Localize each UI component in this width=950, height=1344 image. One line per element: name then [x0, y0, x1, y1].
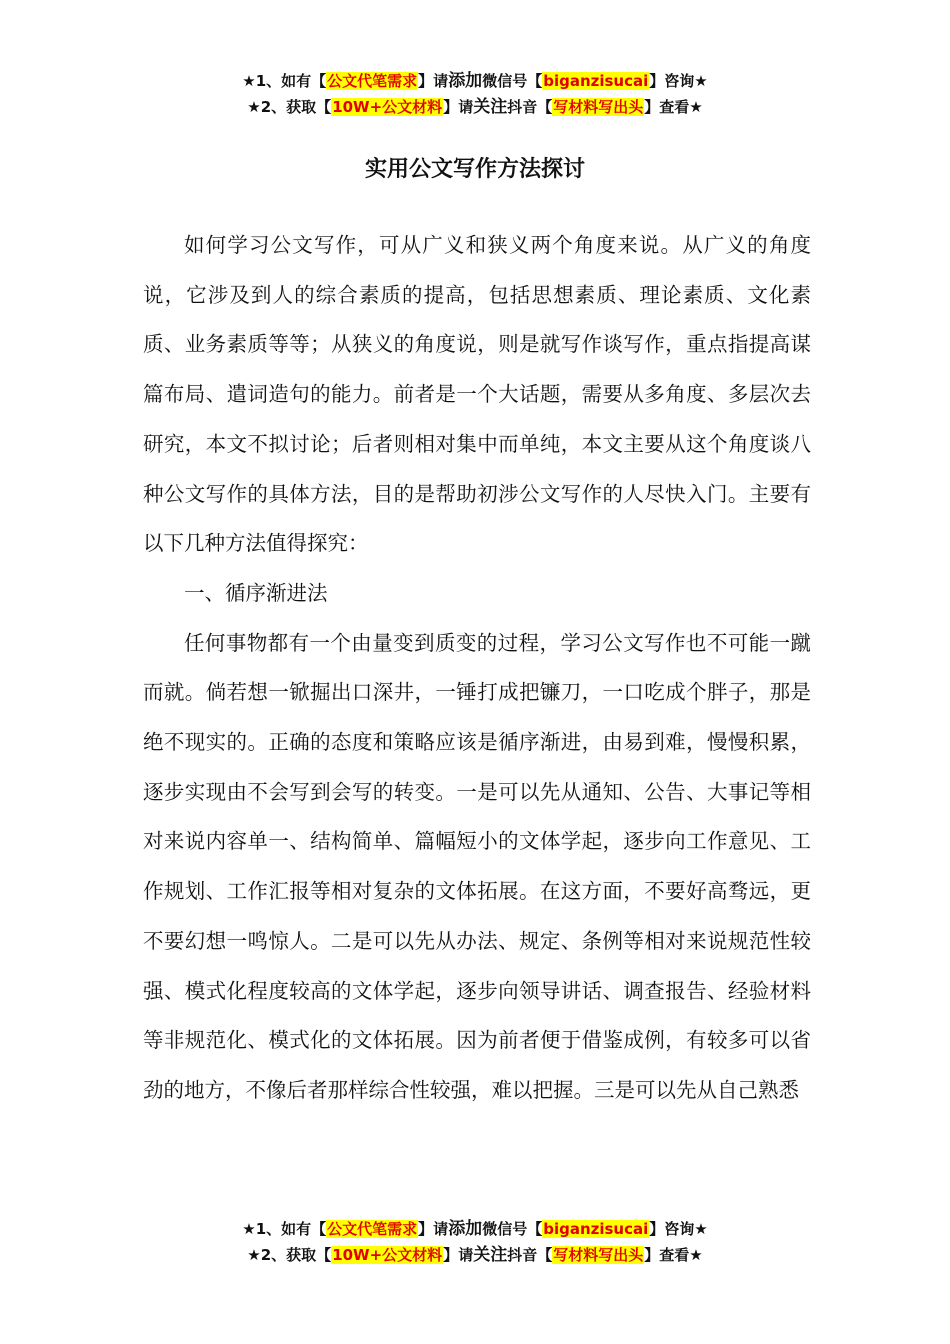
promo-line-2: ★2、获取【10W+公文材料】请关注抖音【写材料写出头】查看★ — [247, 97, 703, 117]
promo-line-1: ★1、如有【公文代笔需求】请添加微信号【biganzisucai】咨询★ — [242, 71, 708, 91]
highlight-materials: 10W+公文材料 — [332, 1246, 443, 1264]
highlight-materials: 10W+公文材料 — [332, 98, 443, 116]
promo-line-2: ★2、获取【10W+公文材料】请关注抖音【写材料写出头】查看★ — [247, 1245, 703, 1265]
highlight-wechat-id: biganzisucai — [543, 1220, 649, 1238]
promo-line-1: ★1、如有【公文代笔需求】请添加微信号【biganzisucai】咨询★ — [242, 1219, 708, 1239]
star-icon: ★ — [694, 72, 708, 90]
star-icon: ★ — [247, 98, 261, 116]
star-icon: ★ — [689, 98, 703, 116]
star-icon: ★ — [689, 1246, 703, 1264]
document-title: 实用公文写作方法探讨 — [364, 157, 585, 182]
star-icon: ★ — [694, 1220, 708, 1238]
highlight-service: 公文代笔需求 — [327, 1220, 418, 1238]
promo-banner-top — [0, 68, 950, 120]
highlight-wechat-id: biganzisucai — [543, 72, 649, 90]
section-heading: 一、循序渐进法 — [184, 580, 328, 605]
highlight-douyin-account: 写材料写出头 — [553, 1246, 644, 1264]
star-icon: ★ — [247, 1246, 261, 1264]
intro-paragraph: 如何学习公文写作，可从广义和狭义两个角度来说。从广义的角度说，它涉及到人的综合素质的提高，包括思想素质、理论素质、文化素质、业务素质等等；从狭义的角度说，则是就写作谈写作，重点指提高谋篇布局、遣词造句的能力。前者是一个大话题，需要从多角度、多层次去研究，本文不拟讨论；后者则相对集中而单纯，本文主要从这个角度谈八种公文写作的具体方法，目的是帮助初涉公文写作的人尽快入门。主要有以下几种方法值得探究： — [143, 233, 811, 556]
highlight-service: 公文代笔需求 — [327, 72, 418, 90]
document-body — [143, 221, 811, 1116]
section-paragraph: 任何事物都有一个由量变到质变的过程，学习公文写作也不可能一蹴而就。倘若想一锨掘出口深井，一锤打成把镰刀，一口吃成个胖子，那是绝不现实的。正确的态度和策略应该是循序渐进，由易到难，慢慢积累，逐步实现由不会写到会写的转变。一是可以先从通知、公告、大事记等相对来说内容单一、结构简单、篇幅短小的文体学起，逐步向工作意见、工作规划、工作汇报等相对复杂的文体拓展。在这方面，不要好高骛远，更不要幻想一鸣惊人。二是可以先从办法、规定、条例等相对来说规范性较强、模式化程度较高的文体学起，逐步向领导讲话、调查报告、经验材料等非规范化、模式化的文体拓展。因为前者便于借鉴成例，有较多可以省劲的地方，不像后者那样综合性较强，难以把握。三是可以先从自己熟悉 — [143, 630, 811, 1102]
highlight-douyin-account: 写材料写出头 — [553, 98, 644, 116]
star-icon: ★ — [242, 72, 256, 90]
promo-banner-bottom — [0, 1216, 950, 1268]
star-icon: ★ — [242, 1220, 256, 1238]
